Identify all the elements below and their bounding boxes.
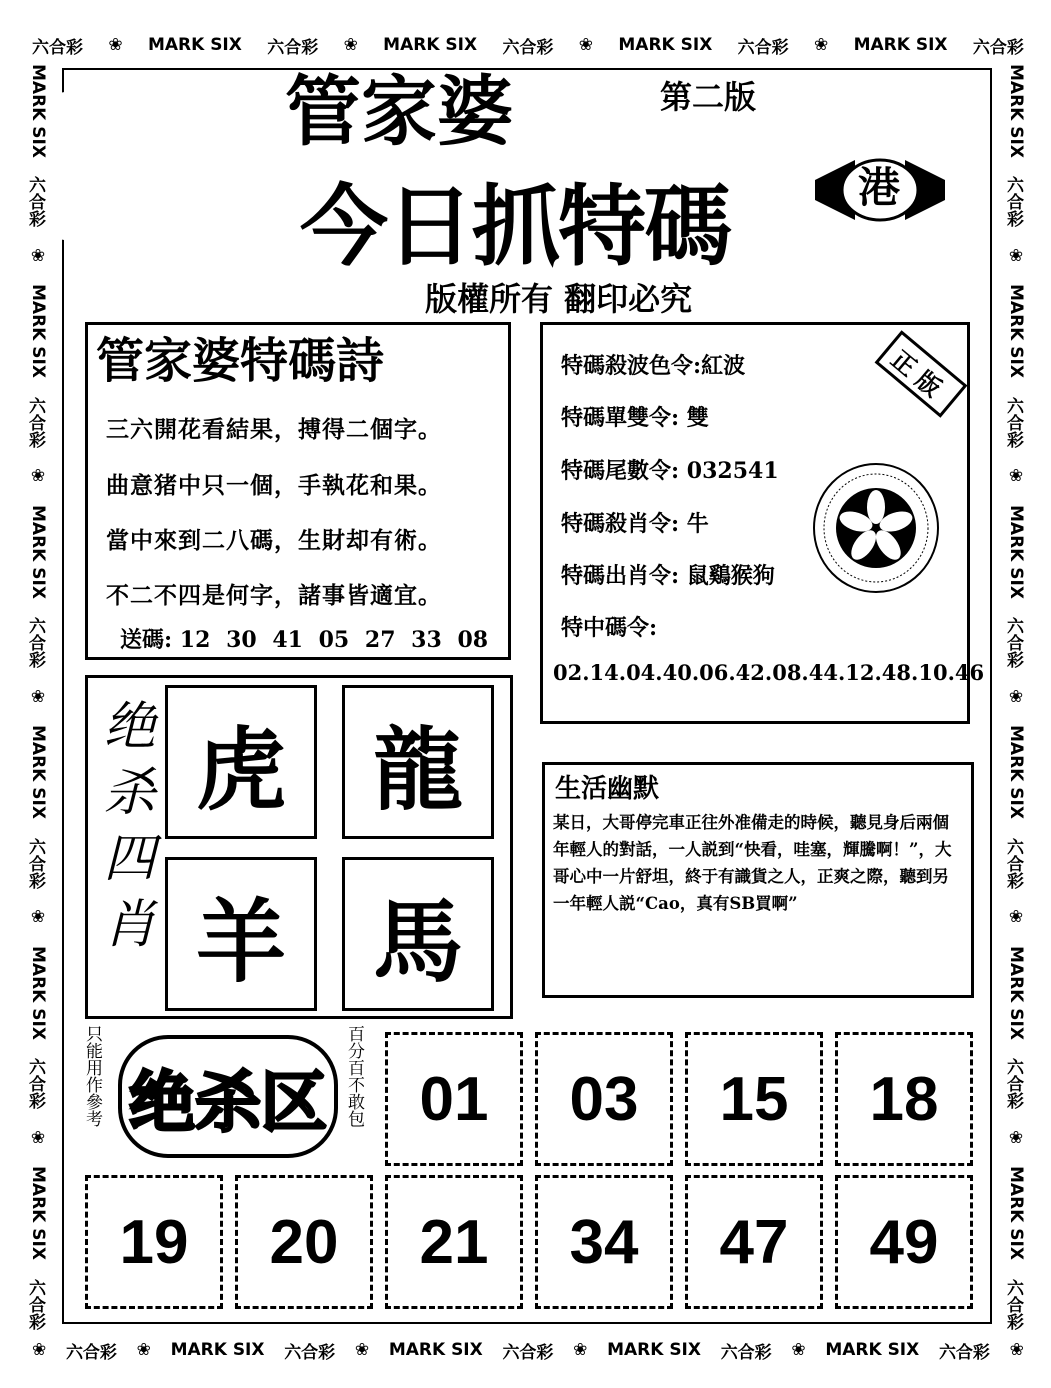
border-text: 六合彩 bbox=[25, 396, 45, 448]
border-text: 六合彩 bbox=[25, 617, 45, 669]
flower-icon: ❀ bbox=[28, 686, 48, 707]
send-label: 送碼: bbox=[120, 627, 173, 653]
border-text: 六合彩 bbox=[1003, 1058, 1023, 1110]
border-text: 六合彩 bbox=[1003, 837, 1023, 889]
logo-char: 港 bbox=[858, 163, 901, 212]
zodiac-goat: 羊 bbox=[165, 857, 317, 1011]
border-text: 六合彩 bbox=[25, 837, 45, 889]
border-strip-top bbox=[28, 30, 1028, 60]
kill-number: 03 bbox=[535, 1032, 673, 1166]
border-text: 六合彩 bbox=[1003, 617, 1023, 669]
poem-line: 曲意猪中只一個，手執花和果。 bbox=[106, 472, 442, 499]
flower-icon: ❀ bbox=[28, 466, 48, 487]
flower-icon: ❀ bbox=[814, 35, 829, 55]
flower-icon: ❀ bbox=[1006, 907, 1026, 928]
poem-line: 三六開花看結果，搏得二個字。 bbox=[106, 416, 442, 443]
border-text: MARK SIX bbox=[388, 1340, 483, 1360]
masthead: 管家婆 bbox=[285, 67, 513, 156]
flower-icon: ❀ bbox=[108, 35, 123, 55]
kill-number: 15 bbox=[685, 1032, 823, 1166]
edition-label: 第二版 bbox=[660, 78, 757, 116]
kill-number: 01 bbox=[385, 1032, 523, 1166]
border-text: MARK SIX bbox=[607, 1340, 701, 1360]
border-text: MARK SIX bbox=[1006, 64, 1026, 158]
guarantee-note: 百分百不敢包 bbox=[344, 1025, 364, 1127]
reference-note: 只能用作參考 bbox=[82, 1025, 102, 1127]
handwritten-label: 绝杀四肖 bbox=[94, 698, 154, 962]
border-text: 六合彩 bbox=[502, 1342, 554, 1363]
special-numbers: 02.14.04.40.06.42.08.44.12.48.10.46 bbox=[553, 660, 985, 685]
humor-title: 生活幽默 bbox=[555, 774, 660, 804]
border-text: MARK SIX bbox=[853, 35, 948, 55]
border-text: MARK SIX bbox=[825, 1340, 920, 1360]
border-text: MARK SIX bbox=[1006, 725, 1026, 820]
poem-box bbox=[85, 322, 511, 660]
border-text: MARK SIX bbox=[383, 35, 478, 55]
flower-icon: ❀ bbox=[1006, 1127, 1026, 1148]
flower-icon: ❀ bbox=[1006, 245, 1026, 266]
white-patch bbox=[55, 92, 270, 240]
kill-number: 19 bbox=[85, 1175, 223, 1309]
border-text: 六合彩 bbox=[972, 37, 1024, 58]
border-strip-right bbox=[1000, 64, 1030, 1330]
flower-icon: ❀ bbox=[136, 1340, 151, 1360]
hk-emblem bbox=[811, 461, 941, 595]
flower-icon: ❀ bbox=[791, 1340, 806, 1360]
border-text: MARK SIX bbox=[1006, 504, 1026, 599]
border-text: 六合彩 bbox=[737, 37, 789, 58]
border-text: 六合彩 bbox=[25, 1278, 45, 1330]
authentic-stamp: 正版 bbox=[875, 330, 968, 417]
border-text: MARK SIX bbox=[1006, 284, 1026, 379]
kill-zone-title: 绝杀区 bbox=[118, 1035, 338, 1158]
zodiac-dragon: 龍 bbox=[342, 685, 494, 839]
send-numbers-row bbox=[120, 623, 488, 654]
border-text: MARK SIX bbox=[618, 35, 713, 55]
border-strip-bottom bbox=[28, 1335, 1028, 1365]
humor-box bbox=[542, 762, 974, 998]
border-text: MARK SIX bbox=[28, 284, 48, 379]
border-text: 六合彩 bbox=[938, 1342, 990, 1363]
command-item: 特中碼令: bbox=[561, 615, 658, 641]
border-text: MARK SIX bbox=[28, 1166, 48, 1261]
border-text: MARK SIX bbox=[1006, 1166, 1026, 1261]
flower-icon: ❀ bbox=[354, 1340, 370, 1360]
command-item: 特碼出肖令: 鼠鷄猴狗 bbox=[561, 563, 775, 589]
kill-number: 49 bbox=[835, 1175, 973, 1309]
zodiac-horse: 馬 bbox=[342, 857, 494, 1011]
bauhinia-emblem-icon bbox=[811, 461, 941, 595]
border-text: 六合彩 bbox=[284, 1342, 336, 1363]
poem-line: 不二不四是何字，諸事皆適宜。 bbox=[106, 582, 442, 609]
border-text: 六合彩 bbox=[1003, 1278, 1023, 1330]
kill-number: 20 bbox=[235, 1175, 373, 1309]
border-text: 六合彩 bbox=[1003, 396, 1023, 448]
zodiac-tiger: 虎 bbox=[165, 685, 317, 839]
flower-icon: ❀ bbox=[343, 35, 358, 55]
border-text: 六合彩 bbox=[25, 176, 45, 228]
flower-icon: ❀ bbox=[1006, 466, 1026, 487]
send-numbers: 12 30 41 05 27 33 08 bbox=[179, 627, 489, 653]
border-text: 六合彩 bbox=[1003, 176, 1023, 228]
border-text: MARK SIX bbox=[28, 64, 48, 158]
border-text: MARK SIX bbox=[28, 725, 48, 820]
border-text: MARK SIX bbox=[170, 1340, 265, 1360]
flower-icon: ❀ bbox=[32, 1340, 47, 1360]
kill-number: 18 bbox=[835, 1032, 973, 1166]
humor-body: 某日，大哥停完車正往外准備走的時候，聽見身后兩個年輕人的對話，一人説到“快看，哇塞，輝騰啊！”，大哥心中一片舒坦，終于有識貨之人，正爽之際，聽到另一年輕人説“Cao，真有SB買啊” bbox=[553, 813, 952, 913]
border-text: MARK SIX bbox=[28, 504, 48, 599]
kill-number: 47 bbox=[685, 1175, 823, 1309]
border-text: MARK SIX bbox=[147, 35, 242, 55]
headline: 今日抓特碼 bbox=[300, 174, 731, 278]
border-text: 六合彩 bbox=[502, 37, 554, 58]
border-text: MARK SIX bbox=[1006, 945, 1026, 1040]
border-text: 六合彩 bbox=[32, 37, 83, 58]
flower-icon: ❀ bbox=[28, 907, 48, 928]
poem-line: 當中來到二八碼，生財却有術。 bbox=[106, 527, 442, 554]
poem-title: 管家婆特碼詩 bbox=[96, 333, 385, 389]
border-text: 六合彩 bbox=[25, 1058, 45, 1110]
flower-icon: ❀ bbox=[28, 1127, 48, 1148]
command-item: 特碼殺波色令:紅波 bbox=[561, 353, 746, 379]
flower-icon: ❀ bbox=[578, 35, 594, 55]
command-item: 特碼殺肖令: 牛 bbox=[561, 511, 709, 537]
border-text: MARK SIX bbox=[28, 945, 48, 1040]
border-text: 六合彩 bbox=[65, 1342, 117, 1363]
flower-icon: ❀ bbox=[1006, 686, 1026, 707]
flower-icon: ❀ bbox=[28, 245, 48, 266]
border-text: 六合彩 bbox=[267, 37, 319, 58]
command-item: 特碼尾數令: 032541 bbox=[561, 458, 779, 484]
kill-number: 34 bbox=[535, 1175, 673, 1309]
border-text: 六合彩 bbox=[720, 1342, 772, 1363]
command-item: 特碼單雙令: 雙 bbox=[561, 405, 709, 431]
copyright-notice: 版權所有 翻印必究 bbox=[425, 280, 693, 318]
hk-logo bbox=[815, 150, 945, 230]
commands-box bbox=[540, 322, 985, 724]
border-strip-left bbox=[22, 64, 52, 1330]
kill-number: 21 bbox=[385, 1175, 523, 1309]
flower-icon: ❀ bbox=[573, 1340, 588, 1360]
flower-icon: ❀ bbox=[1009, 1340, 1024, 1360]
